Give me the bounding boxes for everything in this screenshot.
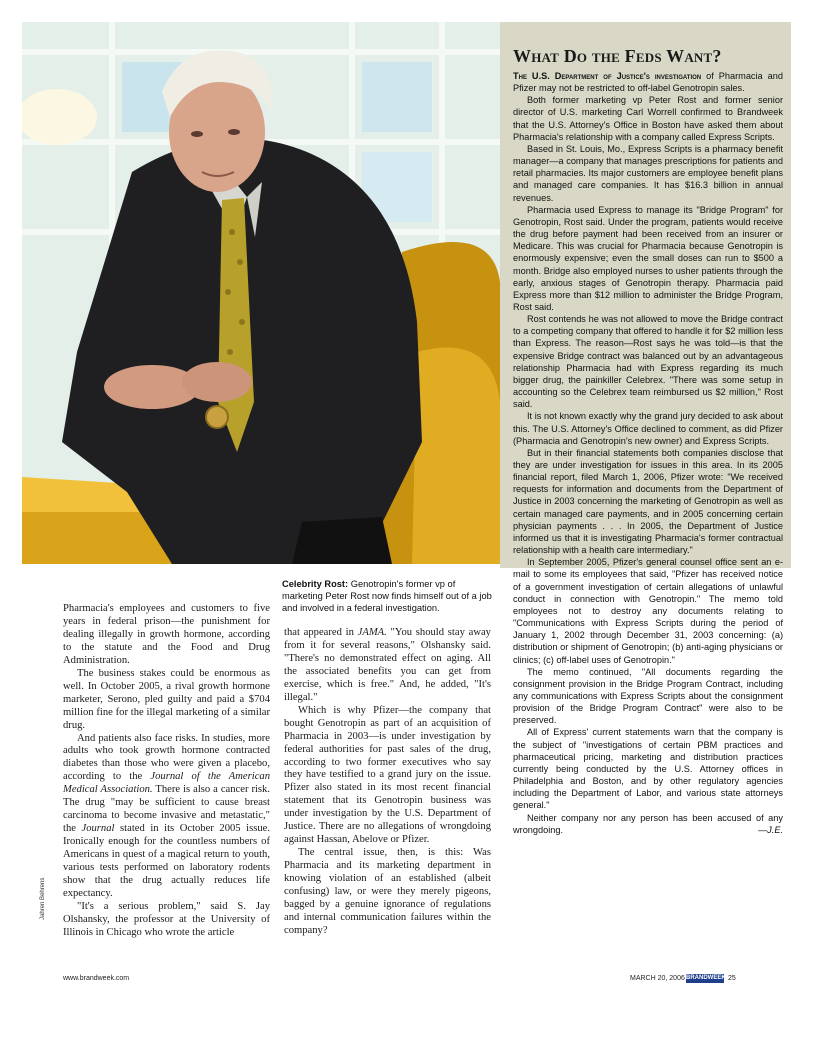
sidebar-paragraph: The memo continued, "All documents regarding the consignment provision in the Bridge Program Contract, including any communications with Express Scripts about the consignment provision of the Bridge Program Contract" were also to be preserved. [513, 666, 783, 726]
sidebar-body [513, 70, 783, 836]
article-paragraph: Which is why Pfizer—the company that bought Genotropin as part of an acquisition of Pharmacia in 2003—is under investigation by federal authorities for past sales of the drug, according to two former executives who say they have testified to a grand jury on the issue. Pfizer also stated in its most recent financial statement that its Genotropin business was under investigation by the U.S. Department of Justice. There are no allegations of wrongdoing against Hassan, Abelove or Pfizer. [284, 704, 491, 846]
journal-title: JAMA. [357, 627, 387, 638]
sidebar-text: of Pharmacia and Pfizer may not be restricted to off-label Genotropin sales. [513, 71, 783, 94]
sidebar-text: Neither company nor any person has been accused of any wrongdoing. [513, 812, 783, 835]
article-text: There is also a cancer risk. The drug "may be sufficient to cause breast carcinoma to become invasive and metastatic," the [63, 784, 270, 835]
article-paragraph: "It's a serious problem," said S. Jay Olshansky, the professor at the University of Illinois in Chicago who wrote the article [63, 900, 270, 938]
article-paragraph [284, 627, 491, 705]
portrait-photo [22, 22, 500, 564]
sidebar-paragraph: It is not known exactly why the grand jury decided to ask about this. The U.S. Attorney's Office declined to comment, as did Pfizer (Pharmacia and Genotropin's new owner) and Express Scripts. [513, 411, 783, 446]
caption-text: Genotropin's former vp of marketing Peter Rost now finds himself out of a job and involved in a federal investigation. [282, 579, 492, 614]
page-number: 25 [728, 975, 736, 982]
article-column-1 [63, 603, 270, 940]
footer-url: www.brandweek.com [63, 975, 130, 982]
sidebar-box [500, 22, 791, 835]
sidebar-paragraph: Based in St. Louis, Mo., Express Scripts is a pharmacy benefit manager—a company that manages prescriptions for patients and retail pharmacies. Its major customers are employee benefit plans and managed care companies. It has $16.3 billion in annual revenues. [513, 143, 783, 203]
sidebar-paragraph [513, 70, 783, 94]
sidebar-paragraph: But in their financial statements both companies disclose that they are under investigation for issues in this area. In its 2005 financial report, filed March 1, 2006, Pfizer wrote: "We received requests for information and documents from the Department of Justice in 2003 concerning the marketing of Genotropin as well as certain managed care payments, and in 2005 concerning certain physician payments . . . In 2005, the Department of Justice informed us that it is investigating Pharmacia's former contractual relationship with a health care intermediary." [513, 447, 783, 556]
sidebar-lead: The U.S. Department of Justice's investigation [513, 71, 702, 81]
article-column-2 [284, 627, 491, 938]
article-text: "You should stay away from it for several reasons," Olshansky said. "There's no demonstrated effect on aging. All the associated benefits you can get from exercise, which is free." And, he added, "It's illegal." [284, 627, 491, 703]
article-paragraph: The central issue, then, is this: Was Pharmacia and its marketing department in knowing violation of an established (albeit confusing) law, or were they merely pigeons, bagged by a genuine ignorance of regulations and internal communication failures within the company? [284, 847, 491, 936]
sidebar-signature: —J.E. [757, 824, 783, 835]
journal-title: Journal [81, 823, 115, 835]
journal-title: Journal of the American Medical Association. [63, 771, 270, 796]
sidebar-title: What Do the Feds Want? [513, 46, 722, 66]
article-paragraph: The business stakes could be enormous as well. In October 2005, a rival growth hormone marketer, Serono, pled guilty and paid a $704 million fine for the illegal marketing of a similar drug. [63, 667, 270, 731]
sidebar-paragraph: Rost contends he was not allowed to move the Bridge contract to a competing company that offered to handle it for $2 million less than Express. The reason—Rost says he was told—is that the expensive Bridge contract was balanced out by an advantageous relationship Pharmacia had with Express regarding its much bigger drug, the painkiller Celebrex. "There was some setup in accounting so the Celebrex team reimbursed us $2 million," Rost said. [513, 314, 783, 410]
sidebar-paragraph: Both former marketing vp Peter Rost and former senior director of U.S. marketing Carl Worrell confirmed to Brandweek that the U.S. Attorney's Office in Boston have asked them about Pharmacia's relationship with a company called Express Scripts. [513, 95, 783, 142]
sidebar-paragraph [513, 812, 783, 836]
caption-label: Celebrity Rost: [282, 579, 349, 589]
footer-date: MARCH 20, 2006 [630, 975, 685, 982]
article-text: stated in its October 2005 issue. Ironically enough for the countless numbers of Americans in quest of a magical return to youth, various tests performed on laboratory rodents show that the drug actually reduces life expectancy. [63, 823, 270, 899]
sidebar-paragraph: Pharmacia used Express to manage its "Bridge Program" for Genotropin, Rost said. Under the program, patients would receive the drug before payment had been received from an insurer or Medicare. This was crucial for Pharmacia because Genotropin is enormously expensive; even the small doses can run to $500 a month. Bridge also employed nurses to usher patients through the early, anxious stages of Genotropin therapy. Pharmacia paid Express more than $12 million to administer the Bridge Program, Rost said. [513, 204, 783, 312]
article-text: And patients also face risks. In studies, more adults who took growth hormone contracted diabetes than those who were given a placebo, according to the [63, 732, 270, 783]
brandweek-logo: BRANDWEEK [686, 975, 726, 981]
photo-caption [282, 578, 492, 615]
article-text: that appeared in [284, 627, 358, 638]
sidebar-paragraph: In September 2005, Pfizer's general counsel office sent an e-mail to some its employees that said, "Pfizer has received notice of a government investigation of certain allegations of unlawful conduct in connection with Genotropin." The memo told employees not to destroy any documents relating to "Communications with Express Scripts during the period of January 1, 2002 through December 31, 2003 concerning: (a) distribution or shipment of Genotropin; (b) anti-aging physicians or clinics; (c) off-label uses of Genotropin." [513, 557, 783, 665]
photo-credit: Jahren Behrens [40, 877, 46, 920]
article-paragraph [63, 733, 270, 901]
portrait-illustration [22, 22, 500, 564]
sidebar-paragraph: All of Express' current statements warn that the company is the subject of "investigations of certain PBM practices and pharmaceutical pricing, marketing and distribution practices currently being conducted by the U.S. Attorney offices in Philadelphia and Boston, and by other regulatory agencies including the Department of Labor, and various state attorneys general." [513, 727, 783, 811]
article-paragraph: Pharmacia's employees and customers to five years in federal prison—the punishment for dealing illegally in growth hormone, according to the statute and the Food and Drug Administration. [63, 603, 270, 666]
